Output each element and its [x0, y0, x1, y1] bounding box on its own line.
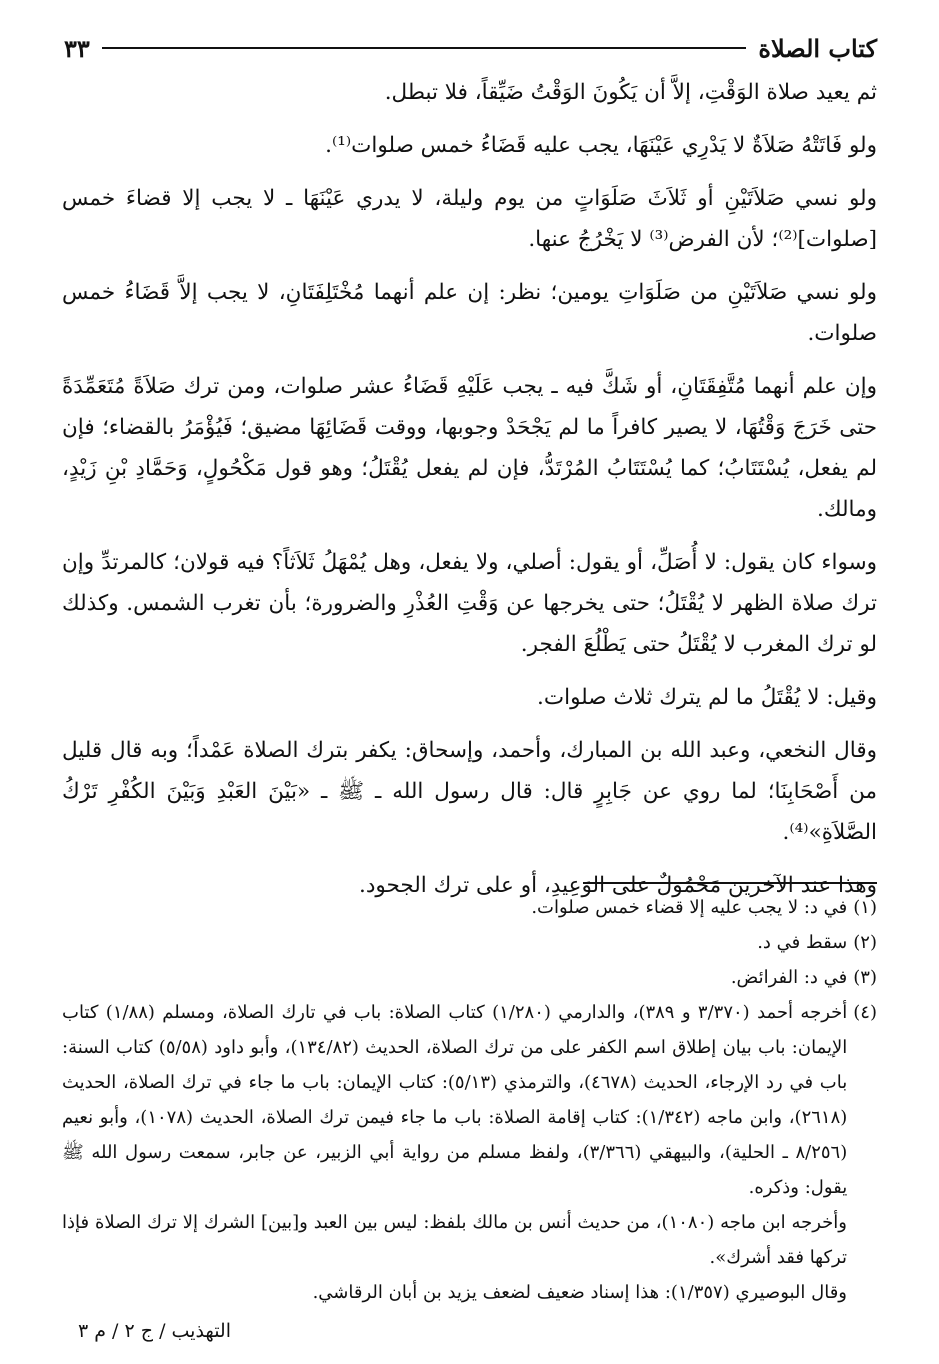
footnote-continuation: وأخرجه ابن ماجه (١٠٨٠)، من حديث أنس بن مالك بلفظ: ليس بين العبد و[بين] الشرك إلا ترك الصلاة فإذا تركها فقد أشرك».	[62, 1212, 847, 1268]
paragraph: وإن علم أنهما مُتَّفِقَتَانِ، أو شَكَّ فيه ـ يجب عَلَيْهِ قَضَاءُ عشر صلوات، ومن ترك صَلاَةً مُتَعَمِّدَةً حتى خَرَجَ وَقْتُهَا، لا يصير كافراً ما لم يَجْحَدْ وجوبها، ووقت قَضَائِهَا مضيق؛ فَيُؤْمَرُ بالقضاء؛ فإن لم يفعل، يُسْتَتَابُ؛ كما يُسْتَتَابُ المُرْتَدُّ، فإن لم يفعل يُقْتَلُ؛ وهو قول مَكْحُولٍ، وَحَمَّادِ بْنِ زَيْدٍ، ومالك.	[62, 374, 878, 522]
footnote	[62, 995, 877, 1205]
paragraph: ثم يعيد صلاة الوَقْتِ، إلاَّ أن يَكُونَ الوَقْتُ ضَيِّقاً، فلا تبطل.	[384, 80, 877, 105]
chapter-title: كتاب الصلاة	[758, 33, 877, 63]
main-text	[62, 72, 877, 918]
footnote-text: سقط في د.	[757, 932, 848, 953]
paragraph: ولو نسي صَلاَتَيْنِ من صَلَوَاتِ يومين؛ نظر: إن علم أنهما مُخْتَلِفَتَانِ، لا يجب إلاَّ قَضَاءُ خمس صلوات.	[62, 280, 877, 346]
footnote-text: في د: لا يجب عليه إلا قضاء خمس صلوات.	[531, 897, 848, 918]
footnote	[62, 890, 877, 925]
paragraph: ولو نسي صَلاَتَيْنِ أو ثَلاَثَ صَلَوَاتٍ من يوم وليلة، لا يدري عَيْنَهَا ـ لا يجب إلا قضاءَ خمس [صلوات]⁽²⁾؛ لأن الفرض⁽³⁾ لا يَخْرُجُ عنها.	[62, 186, 877, 252]
paragraph: وسواء كان يقول: لا أُصَلِّ، أو يقول: أصلي، ولا يفعل، وهل يُمْهَلُ ثَلاَثاً؟ فيه قولان؛ كالمرتدِّ وإن ترك صلاة الظهر لا يُقْتَلُ؛ حتى يخرجها عن وَقْتِ العُذْرِ والضرورة؛ بأن تغرب الشمس. وكذلك لو ترك المغرب لا يُقْتَلُ حتى يَطْلُعَ الفجر.	[62, 550, 877, 657]
signature-mark: التهذيب / ج ٢ / م ٣	[78, 1320, 231, 1342]
footnotes	[62, 890, 877, 1310]
footnote-separator	[583, 882, 877, 884]
footnote-continuation: وقال البوصيري (١/٣٥٧): هذا إسناد ضعيف لضعف يزيد بن أبان الرقاشي.	[312, 1282, 847, 1303]
footnote-number: (٢)	[853, 932, 877, 953]
page-number: ٣٣	[64, 33, 90, 63]
paragraph: ولو فَاتَتْهُ صَلاَةٌ لا يَدْرِي عَيْنَهَا، يجب عليه قَضَاءُ خمس صلوات⁽¹⁾.	[325, 133, 877, 158]
footnote-number: (٣)	[853, 967, 877, 988]
footnote-number: (٤)	[853, 1002, 877, 1023]
footnote-number: (١)	[853, 897, 877, 918]
footnote	[62, 960, 877, 995]
footnote	[62, 925, 877, 960]
footnote-text: أخرجه أحمد (٣/٣٧٠ و ٣٨٩)، والدارمي (١/٢٨٠) كتاب الصلاة: باب في تارك الصلاة، ومسلم (١/٨٨) كتاب الإيمان: باب بيان إطلاق اسم الكفر على من ترك الصلاة، الحديث (١٣٤/٨٢)، وأبو داود (٥/٥٨) كتاب السنة: باب في رد الإرجاء، الحديث (٤٦٧٨)، والترمذي (٥/١٣): كتاب الإيمان: باب ما جاء في ترك الصلاة، الحديث (٢٦١٨)، وابن ماجه (١/٣٤٢): كتاب إقامة الصلاة: باب ما جاء فيمن ترك الصلاة، الحديث (١٠٧٨)، وأبو نعيم (٨/٢٥٦ ـ الحلية)، والبيهقي (٣/٣٦٦)، ولفظ مسلم من رواية أبي الزبير، عن جابر، سمعت رسول الله ﷺ يقول: وذكره.	[62, 1002, 848, 1198]
footnote-text: في د: الفرائض.	[730, 967, 848, 988]
paragraph: وهذا عند الآخرين مَحْمُولٌ على الوَعِيدِ، أو على ترك الجحود.	[358, 873, 877, 898]
paragraph: وقيل: لا يُقْتَلُ ما لم يترك ثلاث صلوات.	[537, 685, 877, 710]
paragraph: وقال النخعي، وعبد الله بن المبارك، وأحمد، وإسحاق: يكفر بترك الصلاة عَمْداً؛ وبه قال قليل من أَصْحَابِنَا؛ لما روي عن جَابِرٍ قال: قال رسول الله ـ ﷺ ـ «بَيْنَ العَبْدِ وَبَيْنَ الكُفْرِ تَرْكُ الصَّلاَةِ»⁽⁴⁾.	[62, 738, 877, 845]
running-header	[64, 30, 877, 66]
header-rule	[102, 47, 747, 49]
